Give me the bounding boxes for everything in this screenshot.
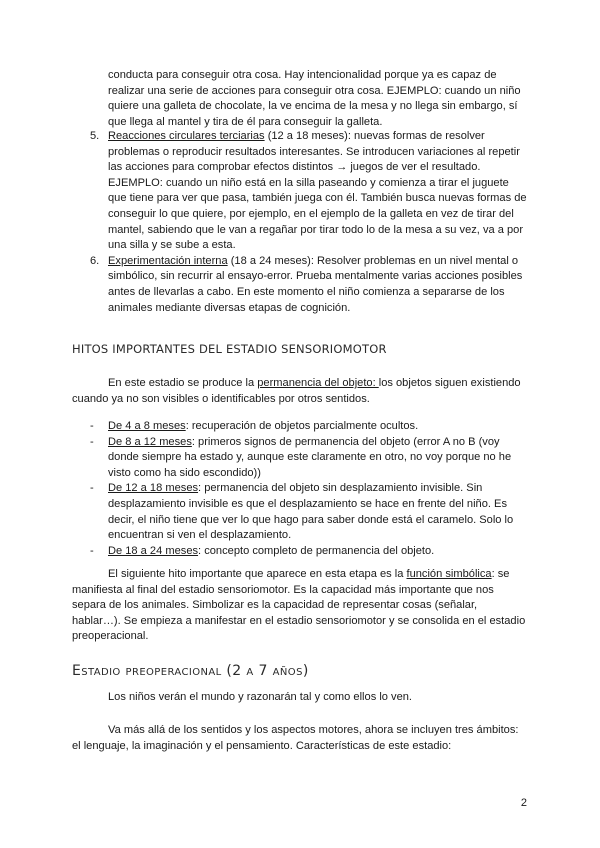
- stage-title: Experimentación interna: [108, 254, 228, 267]
- item-number: 6.: [90, 254, 100, 267]
- closing-text: El siguiente hito importante que aparece en esta etapa es la: [108, 568, 407, 580]
- section-heading: HITOS IMPORTANTES DEL ESTADIO SENSORIOMOTOR: [72, 342, 387, 356]
- section-heading: Estadio preoperacional (2 a 7 años): [72, 663, 309, 679]
- dash-marker: -: [90, 435, 94, 448]
- dash-marker: -: [90, 420, 94, 432]
- stage-text: (18 a 24 meses): Resolver problemas en un nivel mental o simbólico, sin recurrir al ensayo-error. Prueba mentalmente varias acciones posibles antes de llevarlas a cabo. En este momento el niño comienza a separarse de los animales mediante diversas etapas de cognición.: [108, 254, 523, 314]
- continuation-paragraph: conducta para conseguir otra cosa. Hay intencionalidad porque ya es capaz de realizar una serie de acciones para conseguir otra cosa. EJEMPLO: cuando un niño quiere una galleta de chocolate, la ve encima de la mesa y no llega sin embargo, sí que llega al mantel y tira de él para conseguir la galleta.: [108, 69, 521, 128]
- milestone-text: : recuperación de objetos parcialmente ocultos.: [185, 420, 419, 432]
- list-item: [90, 254, 528, 316]
- milestone-label: De 4 a 8 meses: [108, 420, 186, 432]
- milestone-label: De 18 a 24 meses: [108, 544, 199, 557]
- paragraph: Los niños verán el mundo y razonarán tal y como ellos lo ven.: [108, 691, 413, 703]
- dash-marker: -: [90, 482, 94, 495]
- closing-text-end: : se manifiesta al final del estadio sensoriomotor. Es la capacidad más importante que nos separa de los animales. Simbolizar es la capacidad de representar cosas (señalar, hablar…). Se empieza a manifestar en el estadio sensoriomotor y se consolida en el estadio preoperacional.: [72, 568, 526, 643]
- intro-term: permanencia del objeto:: [257, 377, 379, 389]
- milestone-text: : primeros signos de permanencia del objeto (error A no B (voy donde siempre ha estado y, aunque este claramente en otro, no voy porque no he visto como ha sido escondido)): [108, 435, 512, 479]
- stage-text: (12 a 18 meses): nuevas formas de resolver problemas o reproducir resultados interesantes. Se introducen variaciones al repetir las acciones para comprobar efectos distintos → juegos de ver el resultado. EJEMPLO: cuando un niño está en la silla paseando y comienza a tirar el juguete que tiene para ver que pasa, también juega con él. También busca nuevas formas de conseguir lo que quiere, por ejemplo, en el ejemplo de la galleta en vez de tirar del mantel, sabiendo que le van a regañar por tirar todo lo de la mesa a su vez, va a por una silla y se sube a esta.: [108, 130, 527, 252]
- list-item: [90, 544, 528, 560]
- item-number: 5.: [90, 130, 100, 142]
- stage-list: [90, 129, 528, 316]
- list-item: [90, 419, 528, 435]
- stage-title: Reacciones circulares terciarias: [108, 130, 265, 142]
- milestone-label: De 12 a 18 meses: [108, 482, 199, 495]
- dash-marker: -: [90, 544, 94, 557]
- milestone-label: De 8 a 12 meses: [108, 435, 192, 448]
- list-item: [90, 435, 528, 482]
- intro-text: En este estadio se produce la: [108, 377, 258, 389]
- page-number: 2: [520, 797, 527, 809]
- milestone-text: : permanencia del objeto sin desplazamiento invisible. Sin desplazamiento invisible es que el desplazamiento se hace en frente del niño. Es decir, el niño tiene que ver lo que hago para saber donde está el caramelo. Solo lo encuentran si ven el desplazamiento.: [108, 482, 514, 542]
- intro-text-end: los objetos siguen existiendo cuando ya no son visibles o identificables por otros sentidos.: [72, 377, 521, 405]
- closing-paragraph: [72, 567, 528, 645]
- closing-term: función simbólica: [406, 568, 492, 580]
- paragraph: Va más allá de los sentidos y los aspectos motores, ahora se incluyen tres ámbitos: el lenguaje, la imaginación y el pensamiento. Características de este estadio:: [72, 724, 519, 752]
- list-item: [90, 129, 528, 254]
- milestone-text: : concepto completo de permanencia del objeto.: [198, 544, 435, 557]
- intro-paragraph: [72, 376, 528, 407]
- milestone-list: [90, 419, 528, 559]
- list-item: [90, 481, 528, 543]
